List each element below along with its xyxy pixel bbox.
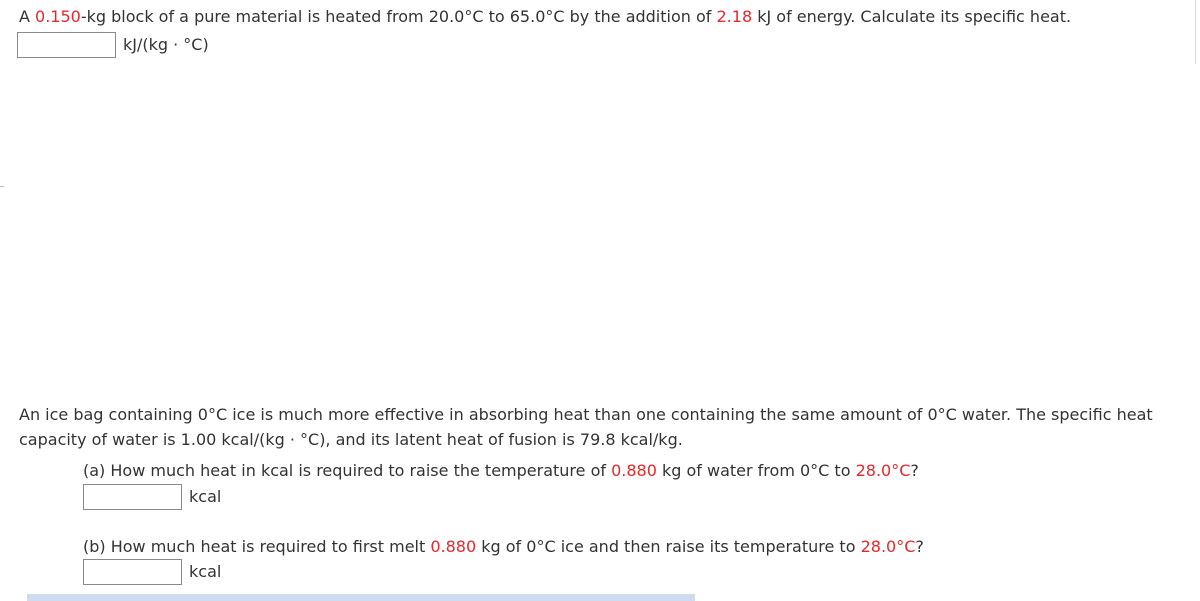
right-edge-divider: [1195, 0, 1196, 64]
q1-mass-value: 0.150: [35, 7, 81, 26]
left-edge-mark: [0, 186, 4, 187]
bottom-progress-bar: [27, 594, 695, 601]
q1-text-part-3: kJ of energy. Calculate its specific heat.: [752, 7, 1072, 26]
part-b-mass-value: 0.880: [430, 537, 477, 556]
part-b-answer-input[interactable]: [83, 559, 182, 585]
part-a-text-1: (a) How much heat in kcal is required to raise the temperature of: [83, 461, 612, 480]
part-a-text-3: ?: [910, 461, 919, 480]
part-b-unit-label: kcal: [189, 562, 222, 581]
part-a-question: [83, 460, 919, 482]
part-a-answer-input[interactable]: [83, 484, 182, 510]
part-b-text-3: ?: [915, 537, 924, 556]
q1-text-part-2: -kg block of a pure material is heated from 20.0°C to 65.0°C by the addition of: [80, 7, 717, 26]
part-b-text-1: (b) How much heat is required to first melt: [83, 537, 431, 556]
q1-answer-row: [17, 32, 209, 58]
part-b-temp-value: 28.0°C: [860, 537, 916, 556]
q1-text-part-1: A: [19, 7, 36, 26]
part-a-answer-row: [83, 484, 221, 510]
q1-answer-input[interactable]: [17, 32, 116, 58]
question-1-text: [19, 7, 1071, 27]
part-a-unit-label: kcal: [189, 487, 222, 506]
part-a-temp-value: 28.0°C: [855, 461, 911, 480]
q1-unit-label: kJ/(kg · °C): [123, 35, 209, 54]
part-b-text-2: kg of 0°C ice and then raise its temperature to: [476, 537, 861, 556]
part-b-question: [83, 536, 924, 558]
question-2-intro: An ice bag containing 0°C ice is much more effective in absorbing heat than one containing the same amount of 0°C water. The specific heat capacity of water is 1.00 kcal/(kg · °C), and its latent heat of fusion is 79.8 kcal/kg.: [19, 405, 1153, 449]
part-a-mass-value: 0.880: [611, 461, 657, 480]
q1-energy-value: 2.18: [716, 7, 753, 26]
part-a-text-2: kg of water from 0°C to: [656, 461, 856, 480]
part-b-answer-row: [83, 559, 221, 585]
